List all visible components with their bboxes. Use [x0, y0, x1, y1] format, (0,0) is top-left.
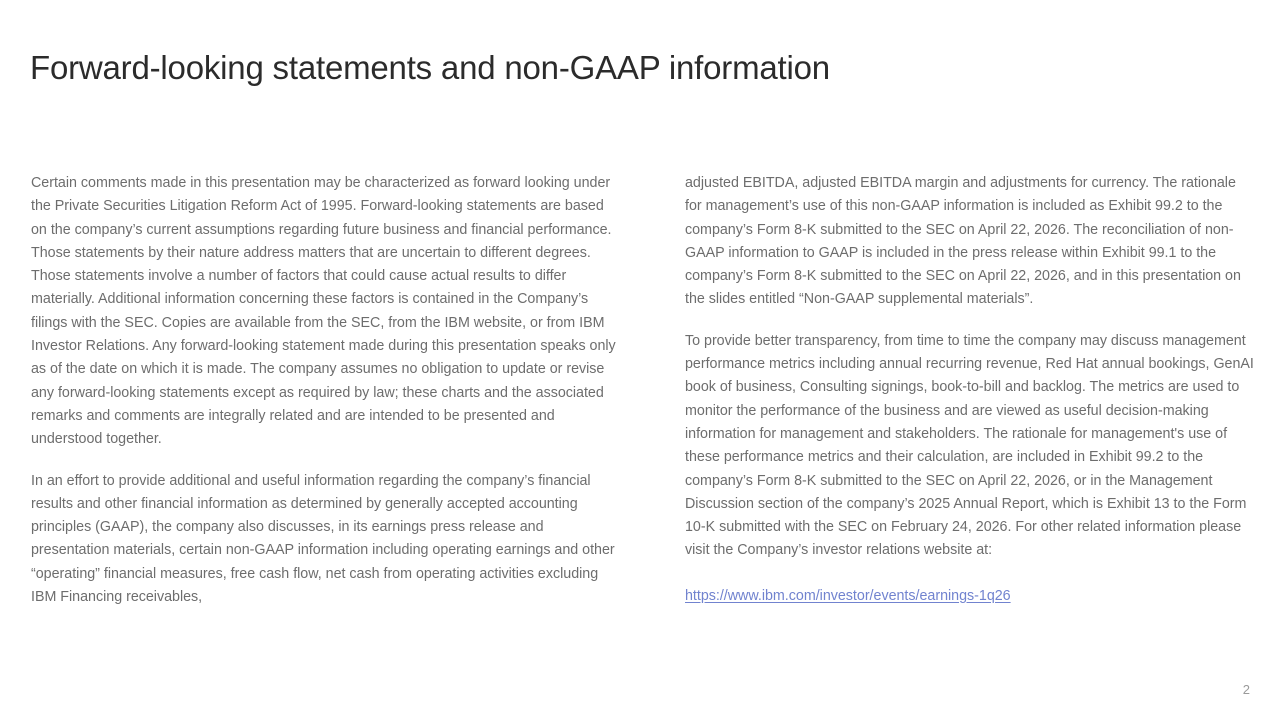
left-paragraph-1: Certain comments made in this presentation may be characterized as forward looking under the Private Securities Litigation Reform Act of 1995. Forward-looking statements are based on the company’s current assumptions regarding future business and financial performance. Those statements by their nature address matters that are uncertain to different degrees. Those statements involve a number of factors that could cause actual results to differ materially. Additional information concerning these factors is contained in the Company’s filings with the SEC. Copies are available from the SEC, from the IBM website, or from IBM Investor Relations. Any forward-looking statement made during this presentation speaks only as of the date on which it is made. The company assumes no obligation to update or revise any forward-looking statements except as required by law; these charts and the associated remarks and comments are integrally related and are intended to be presented and understood together.: [31, 175, 616, 448]
left-paragraph-2: In an effort to provide additional and useful information regarding the company’s financial results and other financial information as determined by generally accepted accounting principles (GAAP), the company also discusses, in its earnings press release and presentation materials, certain non-GAAP information including operating earnings and other “operating” financial measures, free cash flow, net cash from operating activities excluding IBM Financing receivables,: [31, 472, 615, 606]
right-paragraph-1: adjusted EBITDA, adjusted EBITDA margin and adjustments for currency. The rationale for management’s use of this non-GAAP information is included as Exhibit 99.2 to the company’s Form 8-K submitted to the SEC on April 22, 2026. The reconciliation of non-GAAP information to GAAP is included in the press release within Exhibit 99.1 to the company’s Form 8-K submitted to the SEC on April 22, 2026, and in this presentation on the slides entitled “Non-GAAP supplemental materials”.: [685, 175, 1241, 308]
page-title: Forward-looking statements and non-GAAP information: [30, 49, 830, 87]
right-column: [643, 172, 1280, 608]
investor-relations-link-line: [685, 585, 1256, 608]
right-paragraph-2: To provide better transparency, from time to time the company may discuss management performance metrics including annual recurring revenue, Red Hat annual bookings, GenAI book of business, Consulting signings, book-to-bill and backlog. The metrics are used to monitor the performance of the business and are viewed as useful decision-making information for management and stakeholders. The rationale for management's use of these performance metrics and their calculation, are included in Exhibit 99.2 to the company’s Form 8-K submitted to the SEC on April 22, 2026, or in the Management Discussion section of the company’s 2025 Annual Report, which is Exhibit 13 to the Form 10-K submitted with the SEC on February 24, 2026. For other related information please visit the Company’s investor relations website at:: [685, 332, 1254, 559]
left-column: [0, 172, 643, 609]
body-columns: [0, 172, 1280, 609]
investor-relations-link[interactable]: https://www.ibm.com/investor/events/earnings-1q26: [685, 587, 1011, 604]
page-number: 2: [1242, 682, 1250, 697]
